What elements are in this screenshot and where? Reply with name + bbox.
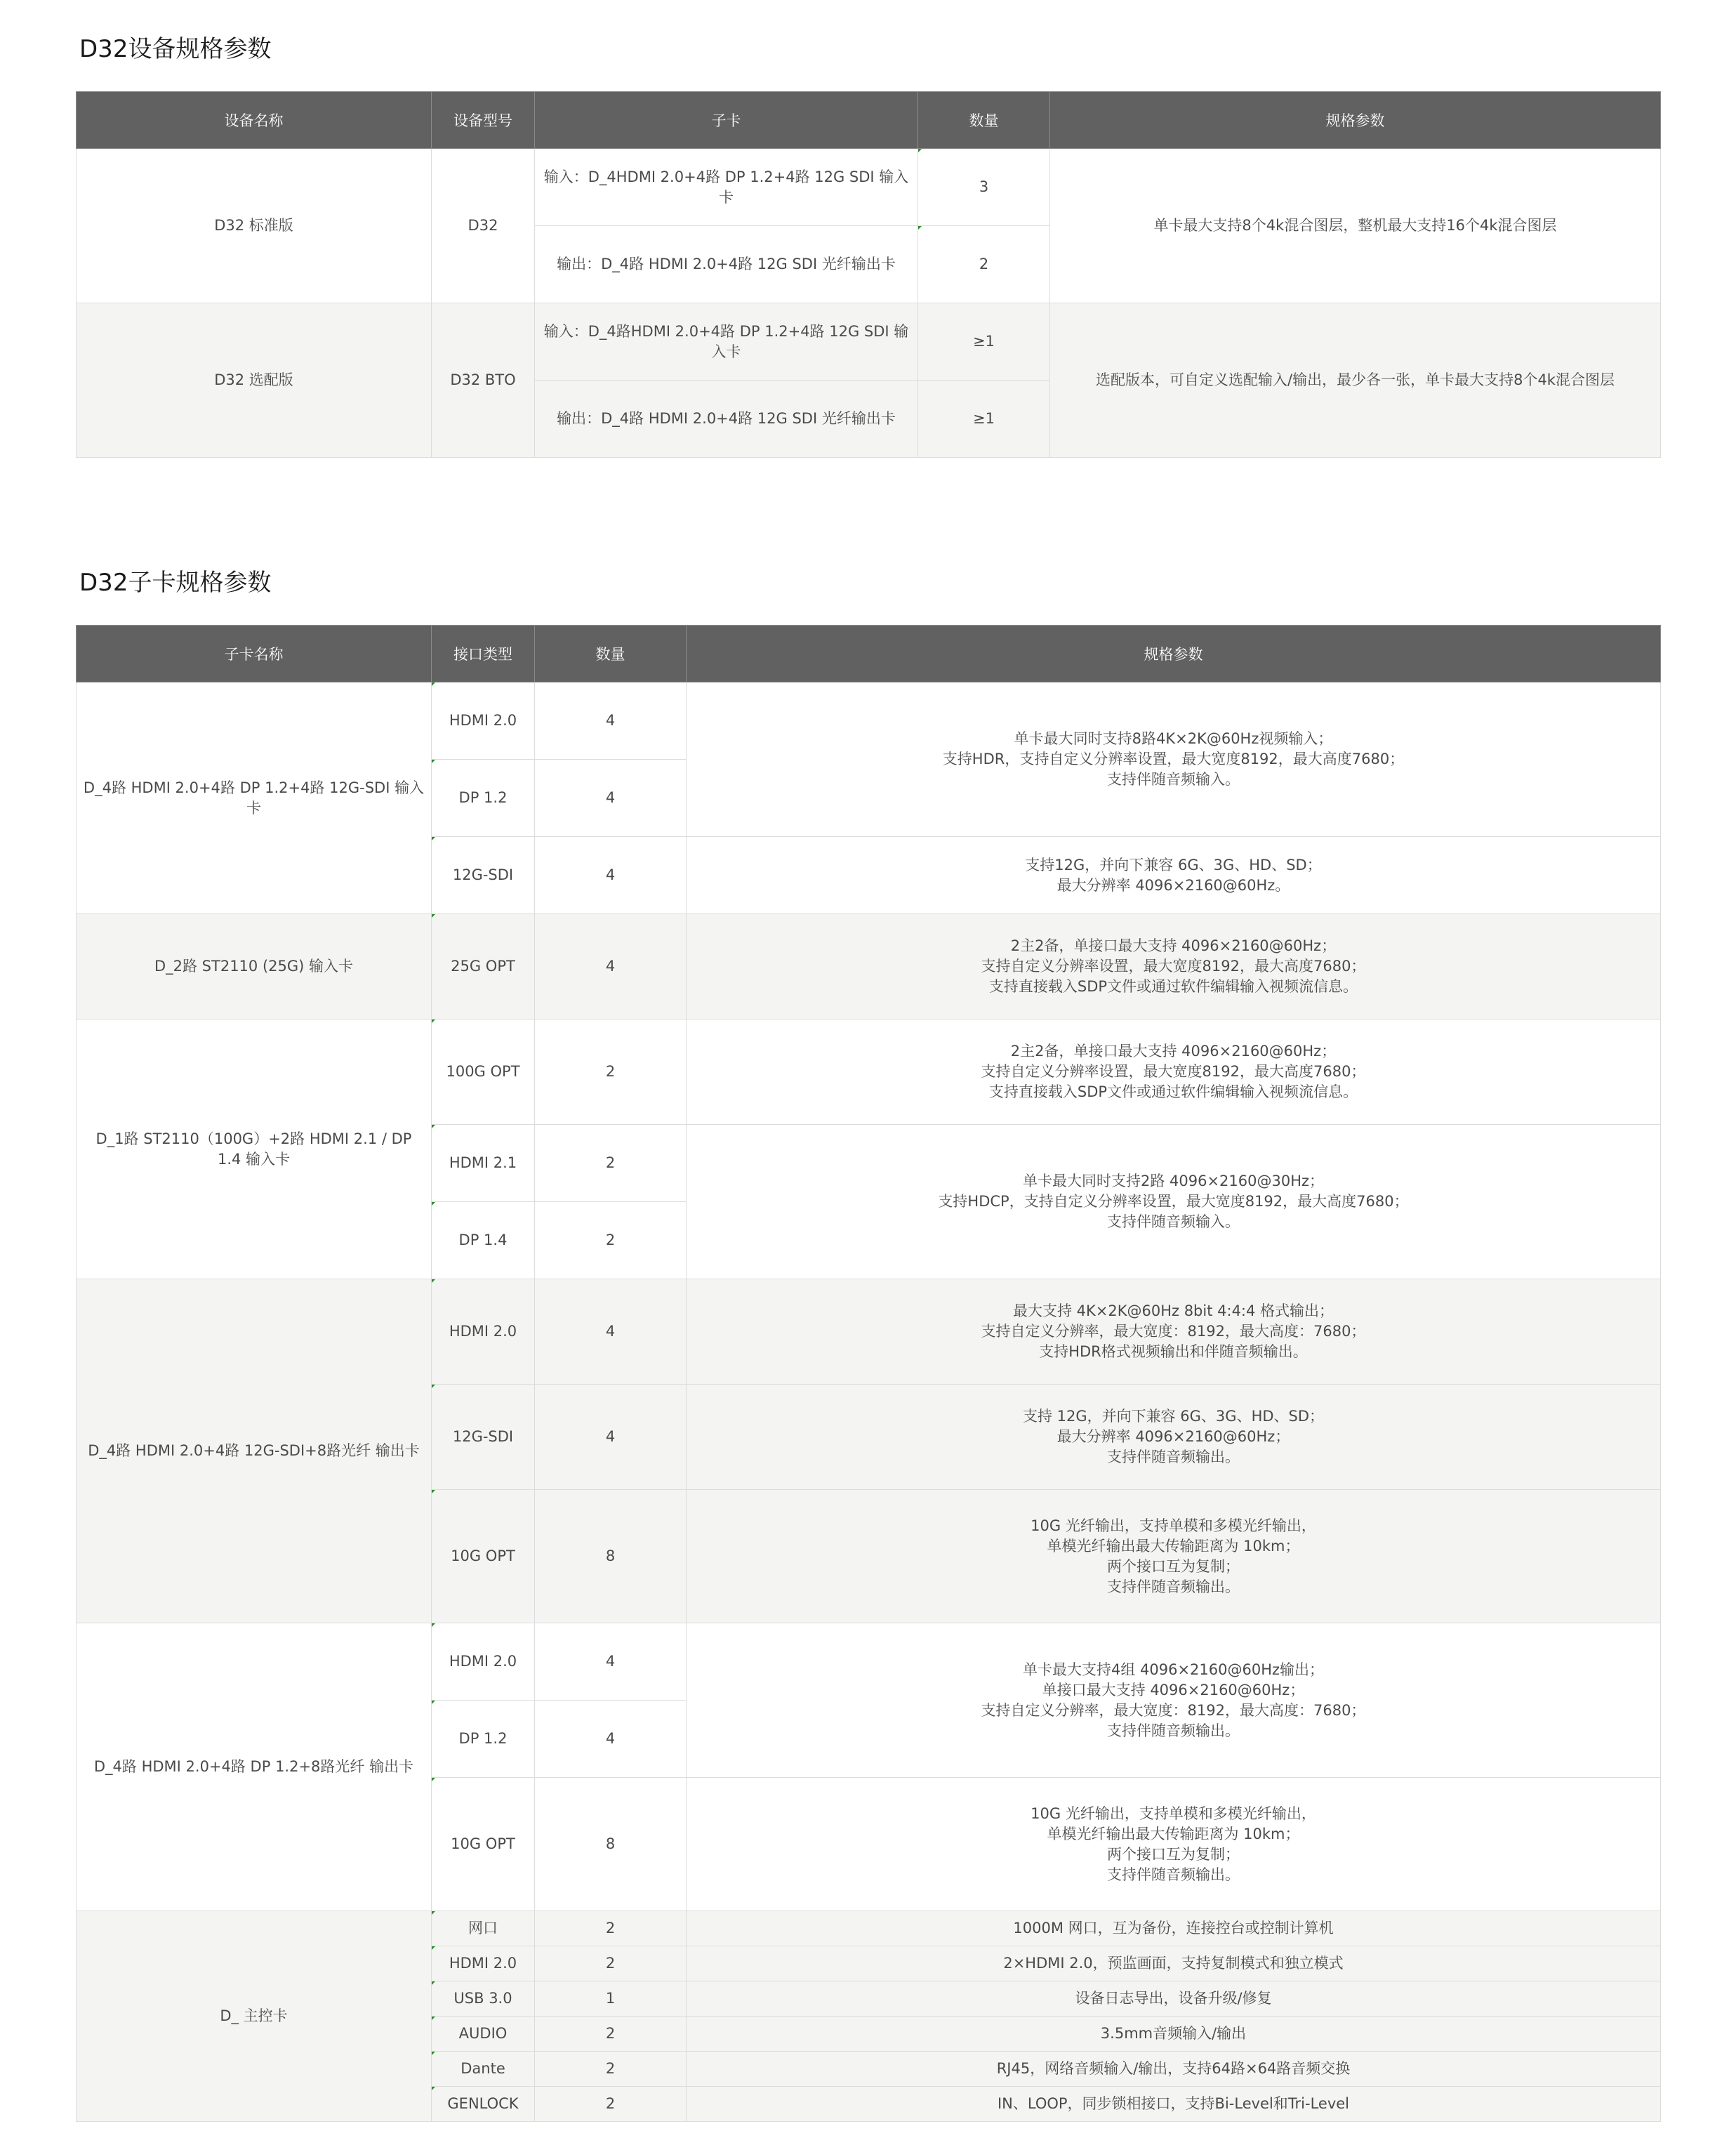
quantity-cell: 4 <box>535 1385 687 1490</box>
spec-line: 10G 光纤输出，支持单模和多模光纤输出， <box>1031 1804 1316 1822</box>
header-spec: 规格参数 <box>1050 92 1661 149</box>
spec-line: 最大分辨率 4096×2160@60Hz； <box>1056 1428 1290 1445</box>
spec-line: 单卡最大同时支持2路 4096×2160@30Hz； <box>1022 1173 1325 1189</box>
card-table-header <box>77 626 1661 682</box>
quantity-cell: 2 <box>535 1019 687 1125</box>
spec-line: 最大分辨率 4096×2160@60Hz。 <box>1056 876 1290 894</box>
spec-line: 支持自定义分辨率设置，最大宽度8192，最大高度7680； <box>981 958 1366 975</box>
header-card-name: 子卡名称 <box>77 626 432 682</box>
spec-cell: IN、LOOP，同步锁相接口，支持Bi-Level和Tri-Level <box>687 2087 1661 2122</box>
spec-line: 支持自定义分辨率设置，最大宽度8192，最大高度7680； <box>981 1063 1366 1080</box>
spec-line: 支持直接载入SDP文件或通过软件编辑输入视频流信息。 <box>988 1083 1358 1100</box>
card-name-cell: D_ 主控卡 <box>77 1911 432 2122</box>
spec-line: 支持12G，并向下兼容 6G、3G、HD、SD； <box>1025 856 1322 873</box>
device-model-cell: D32 <box>432 149 535 303</box>
quantity-cell: 4 <box>535 1279 687 1385</box>
quantity-cell: 2 <box>918 226 1050 303</box>
sub-card-cell: 输入：D_4路HDMI 2.0+4路 DP 1.2+4路 12G SDI 输入卡 <box>535 303 918 381</box>
spec-line: 支持HDR格式视频输出和伴随音频输出。 <box>1039 1343 1308 1360</box>
table-row <box>77 1623 1661 1701</box>
table-row <box>77 682 1661 760</box>
spec-line: 支持 12G，并向下兼容 6G、3G、HD、SD； <box>1022 1408 1325 1425</box>
interface-cell: 10G OPT <box>432 1778 535 1911</box>
quantity-cell: 2 <box>535 1202 687 1279</box>
quantity-cell: 2 <box>535 1125 687 1202</box>
header-device-name: 设备名称 <box>77 92 432 149</box>
interface-cell: 10G OPT <box>432 1490 535 1623</box>
device-section-title: D32设备规格参数 <box>79 35 272 63</box>
device-name-cell: D32 选配版 <box>77 303 432 458</box>
spec-cell: 单卡最大支持8个4k混合图层，整机最大支持16个4k混合图层 <box>1050 149 1661 303</box>
spec-line: 支持HDR，支持自定义分辨率设置，最大宽度8192，最大高度7680； <box>942 751 1405 767</box>
quantity-cell: 2 <box>535 2052 687 2087</box>
spec-cell: 选配版本，可自定义选配输入/输出，最少各一张，单卡最大支持8个4k混合图层 <box>1050 303 1661 458</box>
spec-line: 单模光纤输出最大传输距离为 10km； <box>1047 1537 1300 1555</box>
quantity-cell: 4 <box>535 1623 687 1701</box>
header-spec: 规格参数 <box>687 626 1661 682</box>
interface-cell: GENLOCK <box>432 2087 535 2122</box>
interface-cell: DP 1.2 <box>432 760 535 837</box>
interface-cell: 100G OPT <box>432 1019 535 1125</box>
quantity-cell: 1 <box>535 1981 687 2017</box>
quantity-cell: 4 <box>535 1701 687 1778</box>
card-name-cell: D_4路 HDMI 2.0+4路 12G-SDI+8路光纤 输出卡 <box>77 1279 432 1623</box>
spec-cell: RJ45，网络音频输入/输出，支持64路×64路音频交换 <box>687 2052 1661 2087</box>
spec-cell <box>687 1490 1661 1623</box>
header-device-model: 设备型号 <box>432 92 535 149</box>
interface-cell: HDMI 2.0 <box>432 1279 535 1385</box>
spec-line: 2主2备，单接口最大支持 4096×2160@60Hz； <box>1010 937 1337 954</box>
spec-line: 支持伴随音频输出。 <box>1107 1449 1240 1465</box>
spec-line: 最大支持 4K×2K@60Hz 8bit 4:4:4 格式输出； <box>1012 1302 1334 1319</box>
spec-line: 支持直接载入SDP文件或通过软件编辑输入视频流信息。 <box>988 978 1358 995</box>
spec-line: 单接口最大支持 4096×2160@60Hz； <box>1042 1681 1305 1698</box>
spec-line: 单卡最大支持4组 4096×2160@60Hz输出； <box>1022 1661 1325 1678</box>
quantity-cell: ≥1 <box>918 303 1050 381</box>
quantity-cell: 8 <box>535 1490 687 1623</box>
quantity-cell: 4 <box>535 837 687 914</box>
sub-card-cell: 输入：D_4HDMI 2.0+4路 DP 1.2+4路 12G SDI 输入卡 <box>535 149 918 226</box>
header-sub-card: 子卡 <box>535 92 918 149</box>
spec-line: 单模光纤输出最大传输距离为 10km； <box>1047 1825 1300 1842</box>
spec-line: 10G 光纤输出，支持单模和多模光纤输出， <box>1031 1517 1316 1534</box>
quantity-cell: 3 <box>918 149 1050 226</box>
spec-line: 支持伴随音频输入。 <box>1107 771 1240 788</box>
spec-cell <box>687 1778 1661 1911</box>
quantity-cell: 8 <box>535 1778 687 1911</box>
quantity-cell: 2 <box>535 2087 687 2122</box>
card-name-cell: D_4路 HDMI 2.0+4路 DP 1.2+8路光纤 输出卡 <box>77 1623 432 1911</box>
quantity-cell: 4 <box>535 914 687 1019</box>
interface-cell: 网口 <box>432 1911 535 1946</box>
interface-cell: AUDIO <box>432 2017 535 2052</box>
spec-cell: 3.5mm音频输入/输出 <box>687 2017 1661 2052</box>
spec-cell: 2×HDMI 2.0，预监画面，支持复制模式和独立模式 <box>687 1946 1661 1981</box>
interface-cell: HDMI 2.0 <box>432 682 535 760</box>
device-table-header <box>77 92 1661 149</box>
header-interface-type: 接口类型 <box>432 626 535 682</box>
spec-line: 2主2备，单接口最大支持 4096×2160@60Hz； <box>1010 1043 1337 1060</box>
spec-cell <box>687 837 1661 914</box>
spec-line: 支持伴随音频输入。 <box>1107 1213 1240 1230</box>
interface-cell: 12G-SDI <box>432 1385 535 1490</box>
quantity-cell: 4 <box>535 760 687 837</box>
quantity-cell: 2 <box>535 1911 687 1946</box>
spec-cell <box>687 1623 1661 1778</box>
sub-card-cell: 输出：D_4路 HDMI 2.0+4路 12G SDI 光纤输出卡 <box>535 381 918 458</box>
interface-cell: Dante <box>432 2052 535 2087</box>
spec-line: 两个接口互为复制； <box>1107 1557 1240 1575</box>
header-quantity: 数量 <box>918 92 1050 149</box>
sub-card-cell: 输出：D_4路 HDMI 2.0+4路 12G SDI 光纤输出卡 <box>535 226 918 303</box>
header-quantity: 数量 <box>535 626 687 682</box>
device-name-cell: D32 标准版 <box>77 149 432 303</box>
spec-cell: 设备日志导出，设备升级/修复 <box>687 1981 1661 2017</box>
spec-cell: 1000M 网口，互为备份，连接控台或控制计算机 <box>687 1911 1661 1946</box>
spec-line: 支持自定义分辨率，最大宽度：8192，最大高度：7680； <box>981 1701 1366 1719</box>
table-row <box>77 1911 1661 1946</box>
spec-line: 支持HDCP，支持自定义分辨率设置，最大宽度8192，最大高度7680； <box>938 1193 1409 1210</box>
device-model-cell: D32 BTO <box>432 303 535 458</box>
quantity-cell: 4 <box>535 682 687 760</box>
spec-line: 支持伴随音频输出。 <box>1107 1722 1240 1739</box>
spec-line: 支持伴随音频输出。 <box>1107 1578 1240 1595</box>
card-section-title: D32子卡规格参数 <box>79 569 272 597</box>
quantity-cell: ≥1 <box>918 381 1050 458</box>
table-row <box>77 1019 1661 1125</box>
table-row <box>77 1279 1661 1385</box>
spec-line: 支持自定义分辨率，最大宽度：8192，最大高度：7680； <box>981 1323 1366 1340</box>
spec-line: 单卡最大同时支持8路4K×2K@60Hz视频输入； <box>1014 730 1333 747</box>
quantity-cell: 2 <box>535 1946 687 1981</box>
interface-cell: HDMI 2.1 <box>432 1125 535 1202</box>
quantity-cell: 2 <box>535 2017 687 2052</box>
device-spec-table <box>76 91 1661 458</box>
table-row <box>77 303 1661 381</box>
card-name-cell: D_4路 HDMI 2.0+4路 DP 1.2+4路 12G-SDI 输入卡 <box>77 682 432 914</box>
card-name-cell: D_2路 ST2110 (25G) 输入卡 <box>77 914 432 1019</box>
table-row <box>77 149 1661 226</box>
spec-cell <box>687 682 1661 837</box>
spec-cell <box>687 1019 1661 1125</box>
spec-cell <box>687 914 1661 1019</box>
interface-cell: 12G-SDI <box>432 837 535 914</box>
interface-cell: DP 1.4 <box>432 1202 535 1279</box>
interface-cell: 25G OPT <box>432 914 535 1019</box>
interface-cell: DP 1.2 <box>432 1701 535 1778</box>
spec-cell <box>687 1385 1661 1490</box>
spec-cell <box>687 1279 1661 1385</box>
interface-cell: USB 3.0 <box>432 1981 535 2017</box>
interface-cell: HDMI 2.0 <box>432 1946 535 1981</box>
spec-line: 两个接口互为复制； <box>1107 1845 1240 1863</box>
spec-cell <box>687 1125 1661 1279</box>
card-name-cell: D_1路 ST2110（100G）+2路 HDMI 2.1 / DP 1.4 输入卡 <box>77 1019 432 1279</box>
table-row <box>77 914 1661 1019</box>
interface-cell: HDMI 2.0 <box>432 1623 535 1701</box>
card-spec-table <box>76 625 1661 2122</box>
spec-line: 支持伴随音频输出。 <box>1107 1866 1240 1883</box>
